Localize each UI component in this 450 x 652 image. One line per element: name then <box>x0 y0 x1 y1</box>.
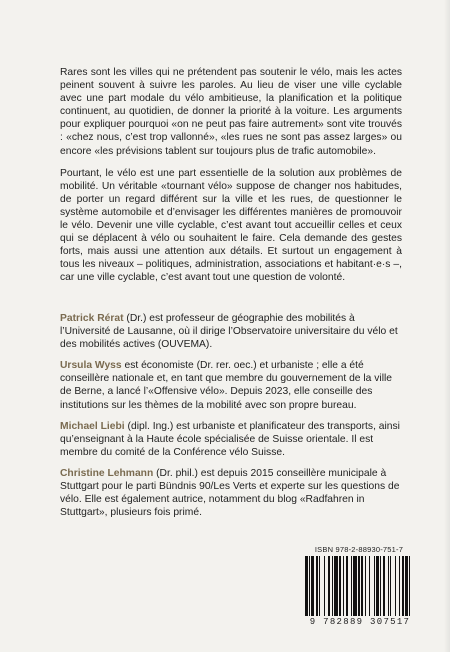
barcode-bars <box>305 556 415 616</box>
barcode-space <box>410 556 414 616</box>
author-name: Ursula Wyss <box>60 360 122 372</box>
author-bio <box>60 420 405 459</box>
isbn-label: ISBN 978-2-88930-751-7 <box>314 545 404 554</box>
author-description: est économiste (Dr. rer. oec.) et urbaniste ; elle a été conseillère nationale et, en tant que membre du gouvernement de la ville de Berne, a lancé l’«Offensive vélo». Depuis 2023, elle conseille des institutions sur les thèmes de la mobilité avec son propre bureau. <box>60 360 392 411</box>
author-name: Patrick Rérat <box>60 313 124 324</box>
intro-text <box>60 66 402 294</box>
isbn-barcode <box>305 545 445 645</box>
author-description: (dipl. Ing.) est urbaniste et planificateur des transports, ainsi qu’enseignant à la Haute école spécialisée de Suisse orientale. Il est membre du comité de la Conférence vélo Suisse. <box>60 420 400 458</box>
author-description: (Dr. phil.) est depuis 2015 conseillère municipale à Stuttgart pour le parti Bündnis 90/Les Verts et experte sur les questions de vélo. Elle est également autrice, notamment du blog «Radfahren in Stuttgart», plusieurs fois primé. <box>60 467 400 519</box>
author-name: Christine Lehmann <box>60 467 154 479</box>
author-bio <box>60 467 405 519</box>
intro-paragraph-1: Rares sont les villes qui ne prétendent pas soutenir le vélo, mais les actes peinent souvent à suivre les paroles. Au lieu de viser une ville cyclable avec une part modale du vélo ambitieuse, la planification et la politique continuent, au quotidien, de donner la priorité à la voiture. Les arguments pour expliquer pourquoi «on ne peut pas faire autrement» sont vite trouvés : «chez nous, c’est trop vallonné», «les rues ne sont pas assez larges» ou encore «les prévisions tablent sur toujours plus de trafic automobile». <box>60 67 402 157</box>
barcode-digits: 9 782889 307517 <box>309 617 411 627</box>
author-description: (Dr.) est professeur de géographie des mobilités à l’Université de Lausanne, où il dirige l’Observatoire universitaire du vélo et des mobilités actives (OUVEMA). <box>60 313 398 351</box>
author-name: Michael Liebi <box>60 420 125 432</box>
intro-paragraph-2: Pourtant, le vélo est une part essentielle de la solution aux problèmes de mobilité. Un véritable «tournant vélo» suppose de changer nos habitudes, de porter un regard différent sur la ville et les rues, de questionner le système automobile et d’envisager les différentes manières de promouvoir le vélo. Devenir une ville cyclable, c’est avant tout accueillir celles et ceux qui se déplacent à vélo ou souhaitent le faire. Cela demande des gestes forts, mais aussi une attention aux détails. Et surtout un engagement à tous les niveaux – politiques, administration, associations et habitant·e·s –, car une ville cyclable, c’est avant tout une question de volonté. <box>60 167 402 284</box>
page-edge-shadow <box>444 0 450 652</box>
author-bios <box>60 312 405 527</box>
author-bio <box>60 312 405 351</box>
author-bio <box>60 359 405 411</box>
